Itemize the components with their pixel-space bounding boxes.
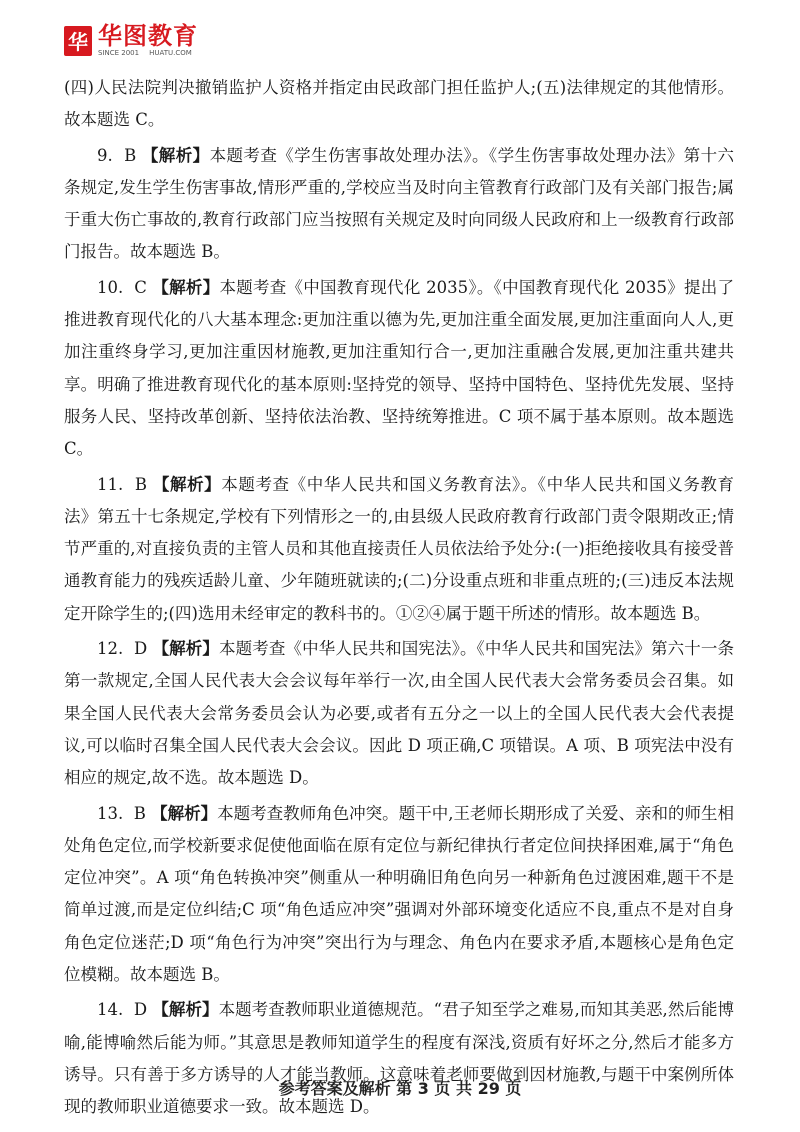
answer-paragraph [64,633,734,794]
analysis-tag: 【解析】 [152,639,220,659]
answer-paragraph [64,994,734,1123]
answer-paragraph [64,272,734,466]
question-number: 11. [97,474,124,494]
question-number: 13. [97,803,124,823]
page-footer: 参考答案及解析 第 3 页 共 29 页 [278,1079,522,1098]
paragraph-text: (四)人民法院判决撤销监护人资格并指定由民政部门担任监护人;(五)法律规定的其他情形。故本题选 C。 [64,78,734,130]
answer-letter: C [134,277,147,297]
answer-letter: B [133,803,146,823]
analysis-tag: 【解析】 [151,803,218,823]
brand-site: HUATU.COM [149,49,192,57]
brand-since: SINCE 2001 [98,49,140,57]
answer-paragraph [64,140,734,269]
answer-letter: B [134,474,148,494]
question-number: 10. [97,277,124,297]
paragraph-text: 本题考查教师角色冲突。题干中,王老师长期形成了关爱、亲和的师生相处角色定位,而学校新要求促使他面临在原有定位与新纪律执行者定位间抉择困难,属于“角色定位冲突”。A 项“角色转换冲突”侧重从一种明确旧角色向另一种新角色过渡困难,题干不是简单过渡,而是定位纠结;C 项“角色适应冲突”强调对外部环境变化适应不良,重点不是对自身角色定位迷茫;D 项“角色行为冲突”突出行为与理念、角色内在要求矛盾,本题核心是角色定位模糊。故本题选 B。 [64,803,734,985]
paragraph-text: 本题考查《中华人民共和国宪法》。《中华人民共和国宪法》第六十一条第一款规定,全国人民代表大会会议每年举行一次,由全国人民代表大会常务委员会召集。如果全国人民代表大会常务委员会认为必要,或者有五分之一以上的全国人民代表大会代表提议,可以临时召集全国人民代表大会会议。因此 D 项正确,C 项错误。A 项、B 项宪法中没有相应的规定,故不选。故本题选 D。 [64,639,734,788]
analysis-tag: 【解析】 [152,474,222,494]
question-number: 9. [97,145,113,165]
brand-header [64,24,198,57]
paragraph-text: 本题考查《中国教育现代化 2035》。《中国教育现代化 2035》提出了推进教育现代化的八大基本理念:更加注重以德为先,更加注重全面发展,更加注重面向人人,更加注重终身学习,更加注重因材施教,更加注重知行合一,更加注重融合发展,更加注重共建共享。明确了推进教育现代化的基本原则:坚持党的领导、坚持中国特色、坚持优先发展、坚持服务人民、坚持改革创新、坚持依法治教、坚持统筹推进。C 项不属于基本原则。故本题选 C。 [64,277,734,459]
analysis-tag: 【解析】 [152,1000,219,1020]
huatu-logo-icon: 华 [64,26,92,56]
answer-letter: D [133,639,148,659]
paragraph-text: 本题考查《中华人民共和国义务教育法》。《中华人民共和国义务教育法》第五十七条规定,学校有下列情形之一的,由县级人民政府教育行政部门责令限期改正;情节严重的,对直接负责的主管人员和其他直接责任人员依法给予处分:(一)拒绝接收具有接受普通教育能力的残疾适龄儿童、少年随班就读的;(二)分设重点班和非重点班的;(三)违反本法规定开除学生的;(四)选用未经审定的教科书的。①②④属于题干所述的情形。故本题选 B。 [64,474,735,623]
answer-letter: B [124,145,137,165]
analysis-tag: 【解析】 [141,145,210,165]
brand-name: 华图教育 [98,22,198,50]
paragraph-text: 本题考查教师职业道德规范。“君子知至学之难易,而知其美恶,然后能博喻,能博喻然后能为师。”其意思是教师知道学生的程度有深浅,资质有好坏之分,然后才能多方诱导。只有善于多方诱导的人才能当教师。这意味着老师要做到因材施教,与题干中案例所体现的教师职业道德要求一致。故本题选 D。 [64,1000,734,1117]
answer-letter: D [133,1000,148,1020]
answer-paragraph [64,72,734,137]
answer-paragraph [64,798,734,992]
paragraph-text: 本题考查《学生伤害事故处理办法》。《学生伤害事故处理办法》第十六条规定,发生学生伤害事故,情形严重的,学校应当及时向主管教育行政部门及有关部门报告;属于重大伤亡事故的,教育行政部门应当按照有关规定及时向同级人民政府和上一级教育行政部门报告。故本题选 B。 [64,145,735,262]
question-number: 12. [97,639,124,659]
brand-logo-text [98,24,198,57]
analysis-tag: 【解析】 [152,277,220,297]
answer-paragraph [64,469,734,630]
brand-subline [98,50,198,57]
question-number: 14. [97,1000,124,1020]
answer-explanations [64,72,734,1127]
